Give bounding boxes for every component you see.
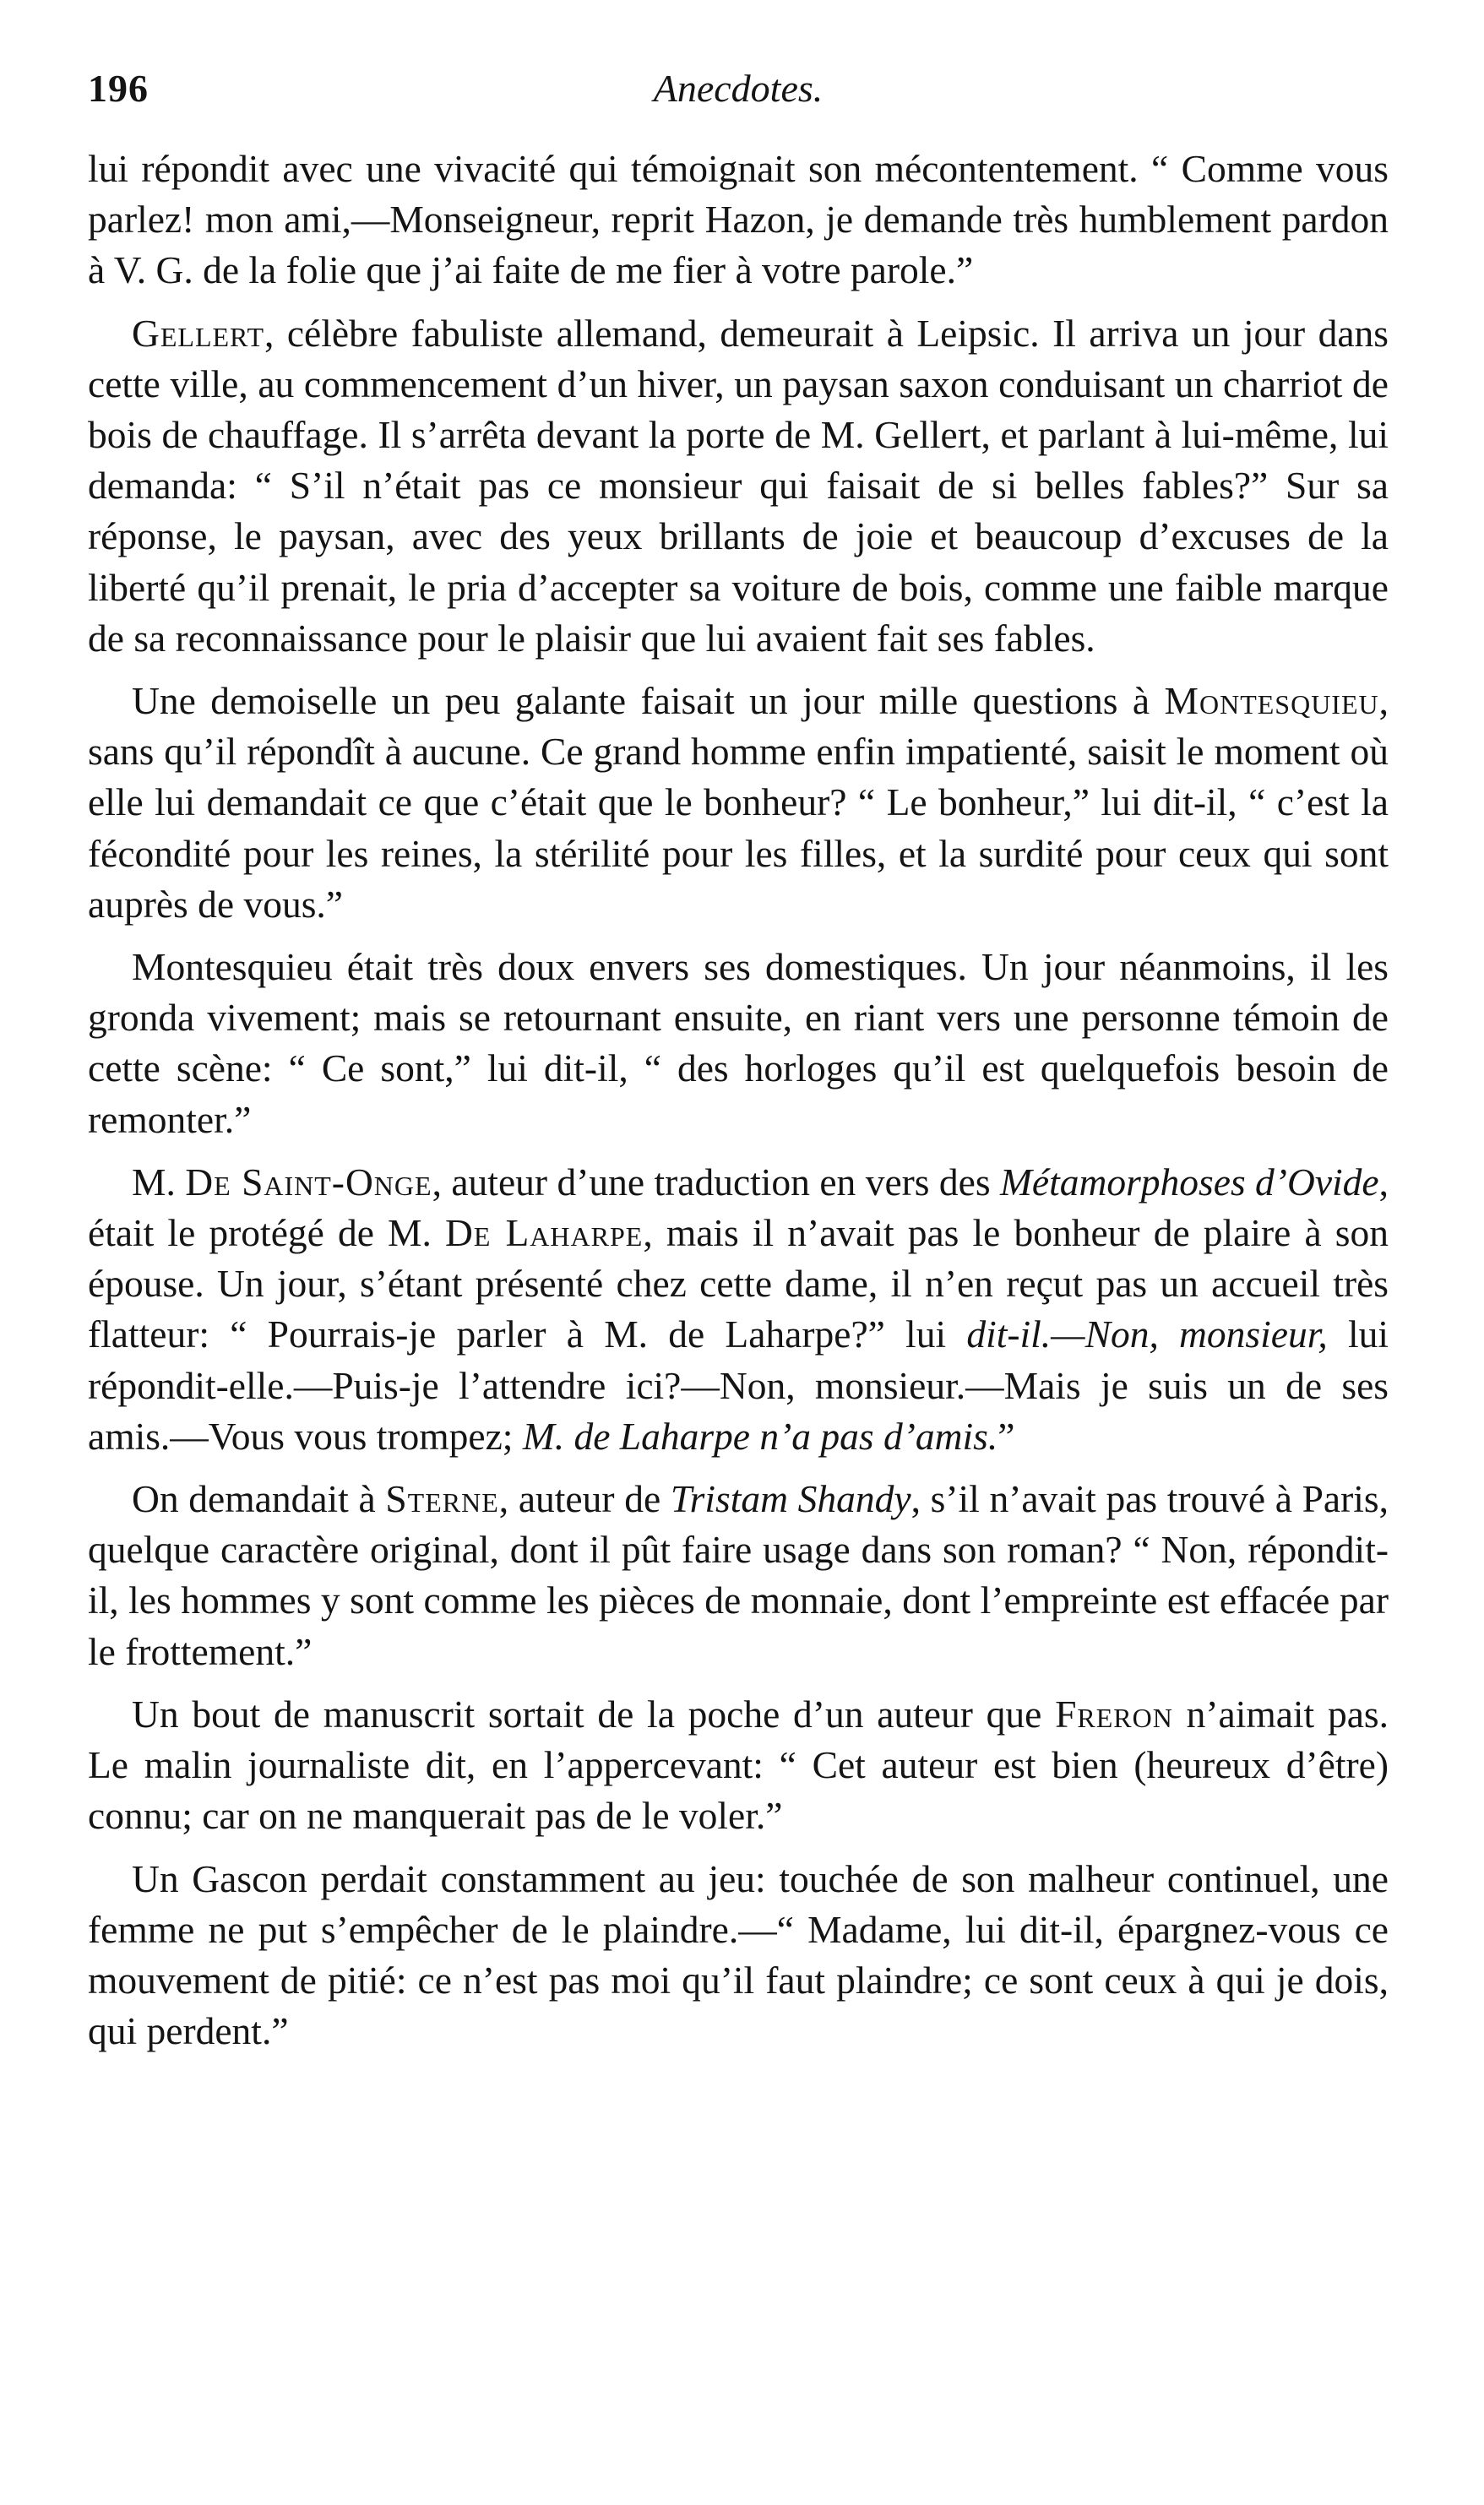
anecdote-paragraph — [88, 676, 1389, 930]
paragraph-text: , s’il n’avait pas trouvé à Paris, quelque caractère original, dont il pût faire usage dans son roman? “ Non, répondit-il, les hommes y sont comme les pièces de monnaie, dont l’empreinte est effacée par le frottement.” — [88, 1477, 1389, 1673]
paragraph-text: , sans qu’il répondît à aucune. Ce grand homme enfin impatienté, saisit le moment où elle lui demandait ce que c’était que le bonheur? “ Le bonheur,” lui dit-il, “ c’est la fécondité pour les reines, la stérilité pour les filles, et la surdité pour ceux qui sont auprès de vous.” — [88, 679, 1389, 926]
italic-title: Métamorphoses d’Ovide — [999, 1160, 1379, 1204]
paragraph-text: , célèbre fabuliste allemand, demeurait à Leipsic. Il arriva un jour dans cette ville, au commencement d’un hiver, un paysan saxon conduisant un charriot de bois de chauffage. Il s’arrêta devant la porte de M. Gellert, et parlant à lui-même, lui demanda: “ S’il n’était pas ce monsieur qui faisait de si belles fables?” Sur sa réponse, le paysan, avec des yeux brillants de joie et beaucoup d’excuses de la liberté qu’il prenait, le pria d’accepter sa voiture de bois, comme une faible marque de sa reconnaissance pour le plaisir que lui avaient fait ses fables. — [88, 311, 1389, 660]
paragraph-text: M. — [132, 1160, 186, 1204]
paragraph-text: , mais il n’avait pas le bonheur de plaire à son épouse. Un jour, s’étant présenté chez cette dame, il n’en reçut pas un accueil très flatteur: “ Pourrais-je parler à M. de Laharpe?” lui — [88, 1211, 1389, 1356]
paragraph-text: , auteur d’une traduction en vers des — [432, 1160, 1000, 1204]
anecdote-paragraph — [88, 1689, 1389, 1842]
anecdote-paragraph — [88, 942, 1389, 1145]
paragraph-text: ” — [997, 1414, 1015, 1458]
anecdote-paragraph — [88, 144, 1389, 296]
person-name: Gellert — [132, 311, 265, 355]
person-name: Sterne — [385, 1477, 499, 1521]
person-name: De Laharpe — [444, 1211, 644, 1255]
paragraph-text: On demandait à — [132, 1477, 386, 1521]
book-page — [88, 66, 1389, 2068]
paragraph-text: Montesquieu était très doux envers ses domestiques. Un jour néanmoins, il les gronda vivement; mais se retournant ensuite, en riant vers une personne témoin de cette scène: “ Ce sont,” lui dit-il, “ des horloges qu’il est quelquefois besoin de remonter.” — [88, 945, 1389, 1141]
person-name: Montesquieu — [1164, 679, 1379, 723]
paragraph-text: Un Gascon perdait constamment au jeu: touchée de son malheur continuel, une femme ne put s’empêcher de le plaindre.—“ Madame, lui dit-il, épargnez-vous ce mouvement de pitié: ce n’est pas moi qu’il faut plaindre; ce sont ceux à qui je dois, qui perdent.” — [88, 1856, 1389, 2053]
paragraph-text: n’aimait pas. Le malin journaliste dit, en l’appercevant: “ Cet auteur est bien (heureux d’être) connu; car on ne manquerait pas de le voler.” — [88, 1692, 1389, 1838]
anecdote-paragraph — [88, 308, 1389, 664]
running-title: Anecdotes. — [653, 67, 824, 110]
page-body — [88, 144, 1389, 2057]
person-name: De Saint-Onge — [185, 1160, 432, 1204]
italic-title: dit-il.—Non, monsieur, — [966, 1312, 1328, 1356]
page-header — [88, 66, 1389, 144]
page-number: 196 — [88, 67, 149, 110]
italic-title: Tristam Shandy — [670, 1477, 911, 1521]
italic-title: M. de Laharpe n’a pas d’amis. — [522, 1414, 998, 1458]
person-name: Freron — [1055, 1692, 1173, 1736]
paragraph-text: lui répondit avec une vivacité qui témoignait son mécontentement. “ Comme vous parlez! mon ami,—Monseigneur, reprit Hazon, je demande très humblement pardon à V. G. de la folie que j’ai faite de me fier à votre parole.” — [88, 147, 1389, 292]
paragraph-text: , était le protégé de M. — [88, 1160, 1389, 1255]
paragraph-text: Un bout de manuscrit sortait de la poche d’un auteur que — [132, 1692, 1056, 1736]
paragraph-text: , auteur de — [498, 1477, 671, 1521]
anecdote-paragraph — [88, 1157, 1389, 1462]
anecdote-paragraph — [88, 1854, 1389, 2057]
paragraph-text: Une demoiselle un peu galante faisait un jour mille questions à — [132, 679, 1165, 723]
anecdote-paragraph — [88, 1474, 1389, 1677]
paragraph-text: lui répondit-elle.—Puis-je l’attendre ici?—Non, monsieur.—Mais je suis un de ses amis.—Vous vous trompez; — [88, 1312, 1389, 1458]
